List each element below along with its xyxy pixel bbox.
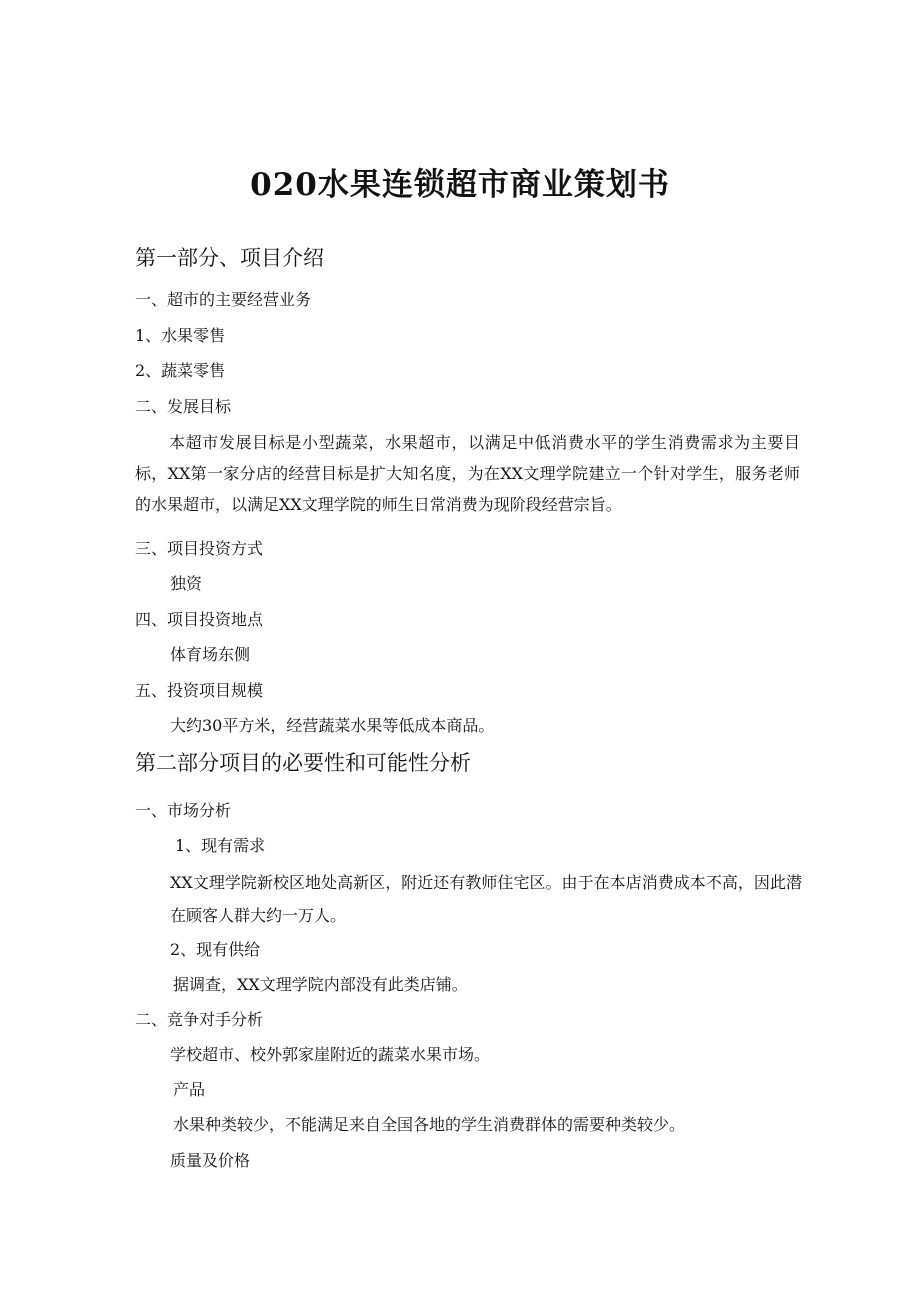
section-heading-investment-location: 四、项目投资地点 [135, 610, 264, 629]
list-item-fruit-retail: 1、水果零售 [135, 326, 226, 345]
product-text: 水果种类较少，不能满足来自全国各地的学生消费群体的需要种类较少。 [173, 1115, 686, 1134]
section-heading-investment-scale: 五、投资项目规模 [135, 681, 264, 700]
investment-method-text: 独资 [170, 574, 203, 593]
quality-price-label: 质量及价格 [170, 1151, 251, 1170]
part1-heading: 第一部分、项目介绍 [135, 246, 324, 270]
document-title: 020水果连锁超市商业策划书 [250, 167, 670, 203]
subheading-current-demand: 1、现有需求 [175, 836, 266, 855]
product-label: 产品 [173, 1080, 206, 1099]
investment-location-text: 体育场东侧 [170, 645, 251, 664]
part2-heading: 第二部分项目的必要性和可能性分析 [135, 751, 471, 775]
competitor-text: 学校超市、校外郭家崖附近的蔬菜水果市场。 [170, 1045, 491, 1064]
section-heading-goals: 二、发展目标 [135, 397, 232, 416]
investment-scale-text: 大约30平方米，经营蔬菜水果等低成本商品。 [170, 716, 495, 735]
list-item-vegetable-retail: 2、蔬菜零售 [135, 361, 226, 380]
section-heading-competitor-analysis: 二、竞争对手分析 [135, 1010, 264, 1029]
subheading-current-supply: 2、现有供给 [170, 940, 261, 959]
current-supply-text: 据调查，XX文理学院内部没有此类店铺。 [173, 975, 468, 994]
section-heading-market-analysis: 一、市场分析 [135, 801, 232, 820]
section-heading-investment-method: 三、项目投资方式 [135, 539, 264, 558]
section-heading-business: 一、超市的主要经营业务 [135, 290, 312, 309]
current-demand-paragraph: XX文理学院新校区地处高新区，附近还有教师住宅区。由于在本店消费成本不高，因此潜在顾客人群大约一万人。 [170, 873, 802, 925]
goals-paragraph: 本超市发展目标是小型蔬菜，水果超市，以满足中低消费水平的学生消费需求为主要目标，XX第一家分店的经营目标是扩大知名度，为在XX文理学院建立一个针对学生，服务老师的水果超市，以满足XX文理学院的师生日常消费为现阶段经营宗旨。 [135, 433, 800, 514]
